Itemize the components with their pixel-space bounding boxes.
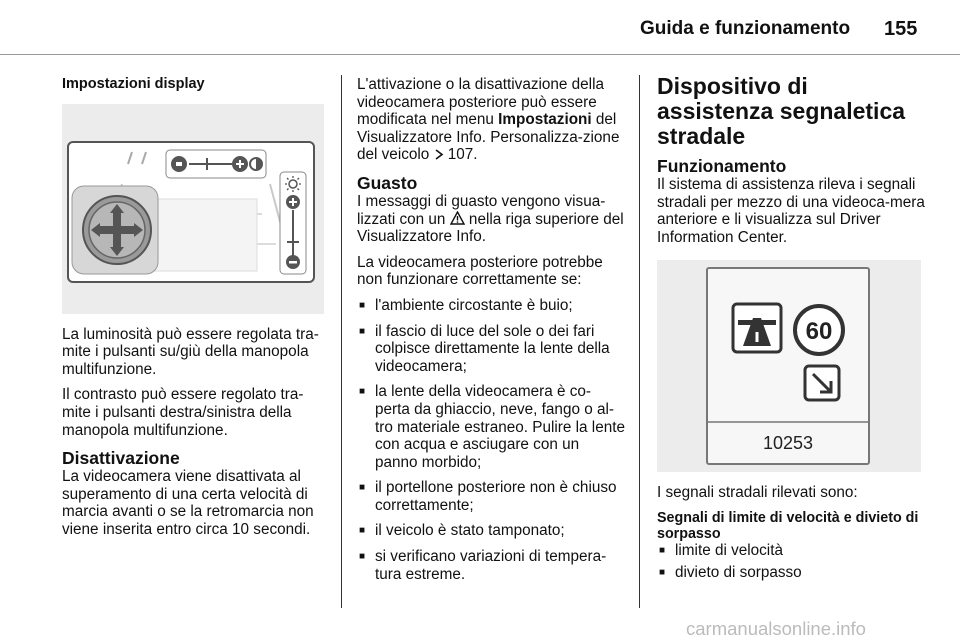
brightness-paragraph: La luminosità può essere regolata tra-mite i pulsanti su/giù della manopola multifunzione. (62, 325, 319, 378)
column-divider-left (341, 75, 342, 608)
page-number: 155 (884, 18, 918, 40)
fault-paragraph: I messaggi di guasto vengono visua-lizzati con un nella riga superiore del Visualizzatore Info. (357, 192, 624, 246)
settings-menu-name: Impostazioni (498, 111, 592, 129)
warning-triangle-icon (450, 211, 465, 225)
direction-arrow-sign-icon (805, 366, 839, 400)
detected-signs-list (657, 542, 927, 581)
malfunction-intro: La videocamera posteriore potrebbe non funzionare correttamente se: (357, 253, 603, 289)
list-item: ■ la lente della videocamera è co-perta da ghiaccio, neve, fango o al-tro materiale estraneo. Pulire la lente con acqua e asciugare con un panno morbido; (357, 383, 625, 471)
operation-heading: Funzionamento (657, 156, 787, 176)
deactivation-heading: Disattivazione (62, 448, 180, 469)
column-1 (62, 76, 328, 547)
activation-paragraph: L'attivazione o la disattivazione della videocamera posteriore può essere modificata nel menu Impostazioni del Visualizzatore Info. Personalizza-zione del veicolo 107. (357, 76, 620, 164)
contrast-paragraph: Il contrasto può essere regolato tra-mite i pulsanti destra/sinistra della manopola multifunzione. (62, 386, 304, 439)
deactivation-paragraph: La videocamera viene disattivata al superamento di una certa velocità di marcia avanti o se la retromarcia non viene inserita entro circa 10 secondi. (62, 468, 314, 538)
list-item: ■ il fascio di luce del sole o dei fari colpisce direttamente la lente della videocamera; (357, 323, 625, 376)
malfunction-list (357, 297, 625, 583)
speed-limit-value: 60 (805, 318, 833, 346)
list-item: ■ l'ambiente circostante è buio; (357, 297, 625, 315)
column-2 (357, 76, 625, 591)
list-item: ■ si verificano variazioni di tempera-tura estreme. (357, 548, 625, 583)
speed-overtaking-subheading: Segnali di limite di velocità e divieto di sorpasso (657, 509, 919, 542)
list-item: ■ limite di velocità (657, 542, 927, 560)
display-settings-heading: Impostazioni display (62, 76, 205, 92)
page-reference-icon (434, 149, 444, 160)
odometer-value: 10253 (762, 433, 814, 454)
camera-display-illustration (62, 104, 324, 314)
section-title: Dispositivo di assistenza segnaletica stradale (657, 73, 906, 149)
running-header-title: Guida e funzionamento (640, 18, 851, 39)
traffic-sign-display-illustration (657, 260, 921, 472)
list-item: ■ il portellone posteriore non è chiuso correttamente; (357, 479, 625, 514)
column-3 (657, 74, 927, 589)
column-divider-right (639, 75, 640, 608)
detected-signs-intro: I segnali stradali rilevati sono: (657, 484, 858, 502)
list-item: ■ il veicolo è stato tamponato; (357, 522, 625, 540)
watermark: carmanualsonline.info (686, 618, 866, 639)
list-item: ■ divieto di sorpasso (657, 564, 927, 582)
fault-heading: Guasto (357, 172, 418, 193)
header-rule (0, 54, 960, 55)
motorway-sign-icon (733, 304, 781, 352)
operation-paragraph: Il sistema di assistenza rileva i segnali stradali per mezzo di una videoca-mera anteriore e li visualizza sul Driver Information Center. (657, 176, 925, 246)
